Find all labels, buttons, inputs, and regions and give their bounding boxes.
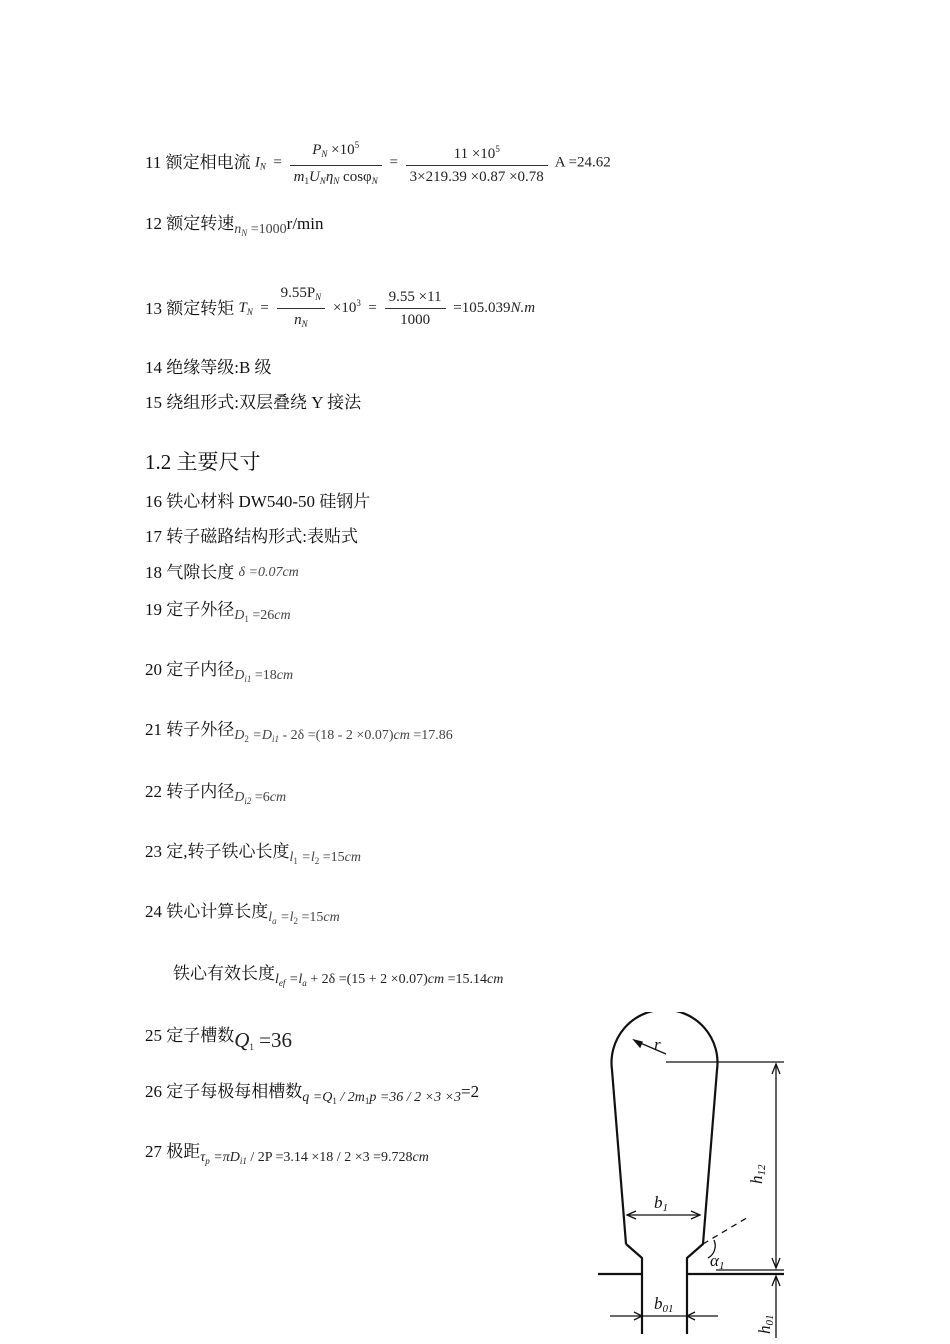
item-label: 14 绝缘等级:B 级 <box>145 358 272 377</box>
svg-text:h12 <box>747 1164 768 1184</box>
item-stator-outer-diameter <box>145 598 291 624</box>
formula-unit: cm <box>323 910 340 925</box>
h01-symbol: h <box>755 1325 774 1334</box>
formula-unit: r/min <box>286 213 324 233</box>
b1-label <box>654 1193 668 1214</box>
formula-part: =l <box>276 910 294 925</box>
item-label: 27 极距 <box>145 1141 201 1161</box>
formula-part: =D <box>248 728 272 743</box>
formula-value: δ =0.07 <box>238 565 283 581</box>
frac2-num: 11 ×10 <box>453 146 496 162</box>
item-stator-inner-diameter <box>145 658 294 684</box>
b1-subscript: 1 <box>662 1202 668 1214</box>
frac-den-eta-sub: N <box>333 176 340 186</box>
radius-arrowhead <box>634 1040 642 1047</box>
formula-value: =36 <box>253 1028 293 1052</box>
frac-den-sub: N <box>301 319 308 329</box>
formula-unit: cm <box>427 972 445 987</box>
b01-symbol: b <box>654 1294 663 1313</box>
formula-unit: cm <box>269 790 287 805</box>
formula-part: + 2δ =(15 + 2 ×0.07) <box>306 972 428 987</box>
section-heading: 1.2 主要尺寸 <box>145 450 261 474</box>
frac-den-eta: η <box>325 169 334 185</box>
formula-value: =18 <box>251 668 277 683</box>
formula-subscript: 1 <box>293 856 298 866</box>
item-label: 15 绕组形式:双层叠绕 Y 接法 <box>145 393 362 412</box>
formula-value: =15 <box>297 910 324 925</box>
formula-unit: N.m <box>510 299 536 316</box>
slot-outline <box>612 1012 718 1274</box>
h12-symbol: h <box>747 1175 766 1184</box>
item-stator-slots <box>145 1022 293 1052</box>
slots-per-pole-formula <box>302 1088 461 1111</box>
formula-value: =26 <box>248 608 275 623</box>
stator-slots-formula <box>234 1030 292 1057</box>
formula-value: =15 <box>319 850 345 865</box>
formula-part: - 2δ =(18 - 2 ×0.07) <box>278 728 394 743</box>
item-label: 20 定子内径 <box>145 659 235 679</box>
stator-outer-formula <box>234 606 290 629</box>
item-slots-per-pole-phase <box>145 1080 480 1106</box>
formula-symbol: I <box>254 154 260 171</box>
formula-symbol: l <box>275 972 279 987</box>
formula-symbol: Q <box>234 1028 250 1052</box>
frac-num-sub: N <box>321 149 328 159</box>
item-label: 13 额定转矩 <box>145 298 235 318</box>
alpha1-label <box>710 1251 724 1272</box>
item-air-gap <box>145 562 299 583</box>
frac-den-u: U <box>308 169 320 185</box>
item-rated-torque <box>145 284 535 333</box>
fraction-2 <box>385 288 446 329</box>
formula-result: A =24.62 <box>554 154 611 171</box>
formula-unit: cm <box>344 850 361 865</box>
formula-symbol: D <box>234 608 245 623</box>
frac-num-symbol: P <box>312 142 322 158</box>
formula-part: =l <box>285 972 303 987</box>
current-formula: $I_N$ = $\frac{P_N \times 10^5}{m_1U_N\eta_N \cos\varphi_N}$ = $\frac{11 \times 10^5}{3\times 219.39 \times 0.87 \times 0.78}$ A =24.62 <box>255 136 611 190</box>
formula-subscript: 2 <box>244 734 249 744</box>
item-calc-core-length <box>145 900 340 926</box>
formula-symbol: τ <box>200 1150 206 1165</box>
h01-label <box>755 1315 776 1335</box>
formula-subscript: i2 <box>244 796 252 806</box>
item-winding-type <box>145 393 361 413</box>
formula-symbol: l <box>268 910 273 925</box>
formula-unit: cm <box>412 1150 429 1165</box>
speed-formula <box>234 220 286 243</box>
item-label: 11 额定相电流 <box>145 153 251 172</box>
b1-symbol: b <box>654 1193 663 1212</box>
b01-label <box>654 1294 674 1315</box>
item-label: 24 铁心计算长度 <box>145 901 269 921</box>
formula-subscript: p <box>205 1156 210 1166</box>
frac-den: n <box>294 312 302 328</box>
air-gap-formula <box>239 563 299 583</box>
item-label: 12 额定转速 <box>145 213 235 233</box>
item-label: 18 气隙长度 <box>145 563 235 583</box>
formula-result: =105.039 <box>453 299 511 316</box>
frac2-den: 3×219.39 ×0.87 ×0.78 <box>409 169 544 185</box>
formula-multiplier: ×10 <box>332 299 357 316</box>
h12-subscript: 12 <box>756 1164 768 1176</box>
frac-num-tail: ×10 <box>327 142 355 158</box>
formula-subscript: N <box>259 161 266 172</box>
item-core-material <box>145 492 370 512</box>
formula-unit: cm <box>393 728 410 743</box>
formula-subscript: N <box>246 306 253 317</box>
h12-label <box>747 1164 768 1184</box>
formula-subscript: 1 <box>332 1096 337 1106</box>
fraction-1 <box>277 284 326 333</box>
item-label: 19 定子外径 <box>145 599 235 619</box>
formula-part: / 2m <box>336 1090 365 1105</box>
formula-part-sub: i1 <box>239 1156 247 1166</box>
item-label: 26 定子每极每相槽数 <box>145 1081 303 1101</box>
stator-inner-formula <box>234 666 293 689</box>
radius-line <box>638 1042 666 1054</box>
formula-unit: cm <box>282 565 299 581</box>
frac-num-sup: 5 <box>354 140 360 150</box>
frac-num: 9.55P <box>280 285 316 301</box>
frac-den-cos-sub: N <box>371 176 378 186</box>
formula-subscript: 1 <box>244 614 249 624</box>
item-insulation-class <box>145 358 272 378</box>
formula-unit: cm <box>274 608 291 623</box>
formula-subscript: 1 <box>249 1042 254 1052</box>
alpha1-dashed-line <box>703 1216 750 1244</box>
formula-part: / 2P =3.14 ×18 / 2 ×3 =9.728 <box>246 1150 413 1165</box>
formula-result: =17.86 <box>409 728 453 743</box>
formula-part-sub: 2 <box>314 856 320 866</box>
item-label: 23 定,转子铁心长度 <box>145 841 290 861</box>
formula-unit: cm <box>276 668 294 683</box>
formula-result: =2 <box>461 1081 480 1101</box>
formula-subscript: N <box>241 228 248 238</box>
item-label: 铁心有效长度 <box>173 963 275 983</box>
core-length-formula <box>290 848 361 871</box>
frac2-num: 9.55 ×11 <box>385 288 446 309</box>
formula-subscript: a <box>272 916 277 926</box>
frac2-den: 1000 <box>400 312 431 328</box>
stator-slot-diagram <box>590 1012 790 1340</box>
formula-symbol: T <box>238 299 247 316</box>
rotor-outer-formula <box>234 726 452 749</box>
formula-symbol: D <box>234 728 245 743</box>
formula-part-sub: a <box>302 978 307 988</box>
h01-subscript: 01 <box>764 1314 776 1326</box>
formula-symbol: l <box>289 850 294 865</box>
item-label: 25 定子槽数 <box>145 1025 235 1045</box>
item-rotor-inner-diameter <box>145 780 287 806</box>
item-label: 17 转子磁路结构形式:表贴式 <box>145 527 358 546</box>
fraction-2 <box>406 140 548 186</box>
formula-part-sub: 1 <box>364 1096 370 1106</box>
item-label: 21 转子外径 <box>145 719 235 739</box>
effective-length-formula <box>275 970 503 993</box>
alpha1-symbol: α <box>710 1251 719 1270</box>
formula-part-sub: i1 <box>271 734 279 744</box>
frac-den-m-sub: 1 <box>304 176 309 186</box>
item-rotor-structure <box>145 527 358 547</box>
formula-result-unit: cm <box>486 972 504 987</box>
frac-den-u-sub: N <box>319 176 326 186</box>
formula-part-sub: 2 <box>293 916 298 926</box>
formula-result: =15.14 <box>444 972 487 987</box>
formula-symbol: q =Q <box>302 1090 333 1105</box>
formula-part: =πD <box>209 1150 240 1165</box>
formula-value: =6 <box>251 790 270 805</box>
formula-symbol: D <box>234 668 245 683</box>
frac-num-sub: N <box>315 292 322 302</box>
calc-length-formula <box>268 908 339 931</box>
svg-text:h01 <box>755 1315 776 1335</box>
frac-den-cos: cosφ <box>339 169 372 185</box>
frac-den-m: m <box>293 169 305 185</box>
item-effective-core-length <box>173 962 504 988</box>
b01-subscript: 01 <box>662 1303 674 1315</box>
formula-symbol: n <box>234 222 242 237</box>
pole-pitch-formula <box>200 1148 429 1171</box>
item-pole-pitch <box>145 1140 429 1166</box>
frac2-num-sup: 5 <box>495 144 500 154</box>
formula-value: =1000 <box>247 222 287 237</box>
formula-symbol: D <box>234 790 245 805</box>
item-label: 22 转子内径 <box>145 781 235 801</box>
item-rotor-outer-diameter <box>145 718 453 744</box>
item-core-length <box>145 840 361 866</box>
formula-subscript: i1 <box>244 674 252 684</box>
formula-subscript: ef <box>278 978 286 988</box>
item-label: 16 铁心材料 DW540-50 硅钢片 <box>145 492 371 511</box>
fraction-1 <box>290 136 382 190</box>
item-rated-speed <box>145 212 324 238</box>
item-rated-phase-current <box>145 136 611 190</box>
formula-part: p =36 / 2 ×3 ×3 <box>369 1090 462 1105</box>
rotor-inner-formula <box>234 788 286 811</box>
alpha1-subscript: 1 <box>718 1260 725 1272</box>
formula-multiplier-sup: 3 <box>356 297 361 308</box>
formula-part: =l <box>297 850 315 865</box>
radius-label: r <box>654 1035 661 1054</box>
torque-formula: $T_N$ = $\frac{9.55P_N}{n_N}$ $\times 10^3$ = $\frac{9.55 \times 11}{1000}$ =105.039N.m <box>239 284 536 333</box>
